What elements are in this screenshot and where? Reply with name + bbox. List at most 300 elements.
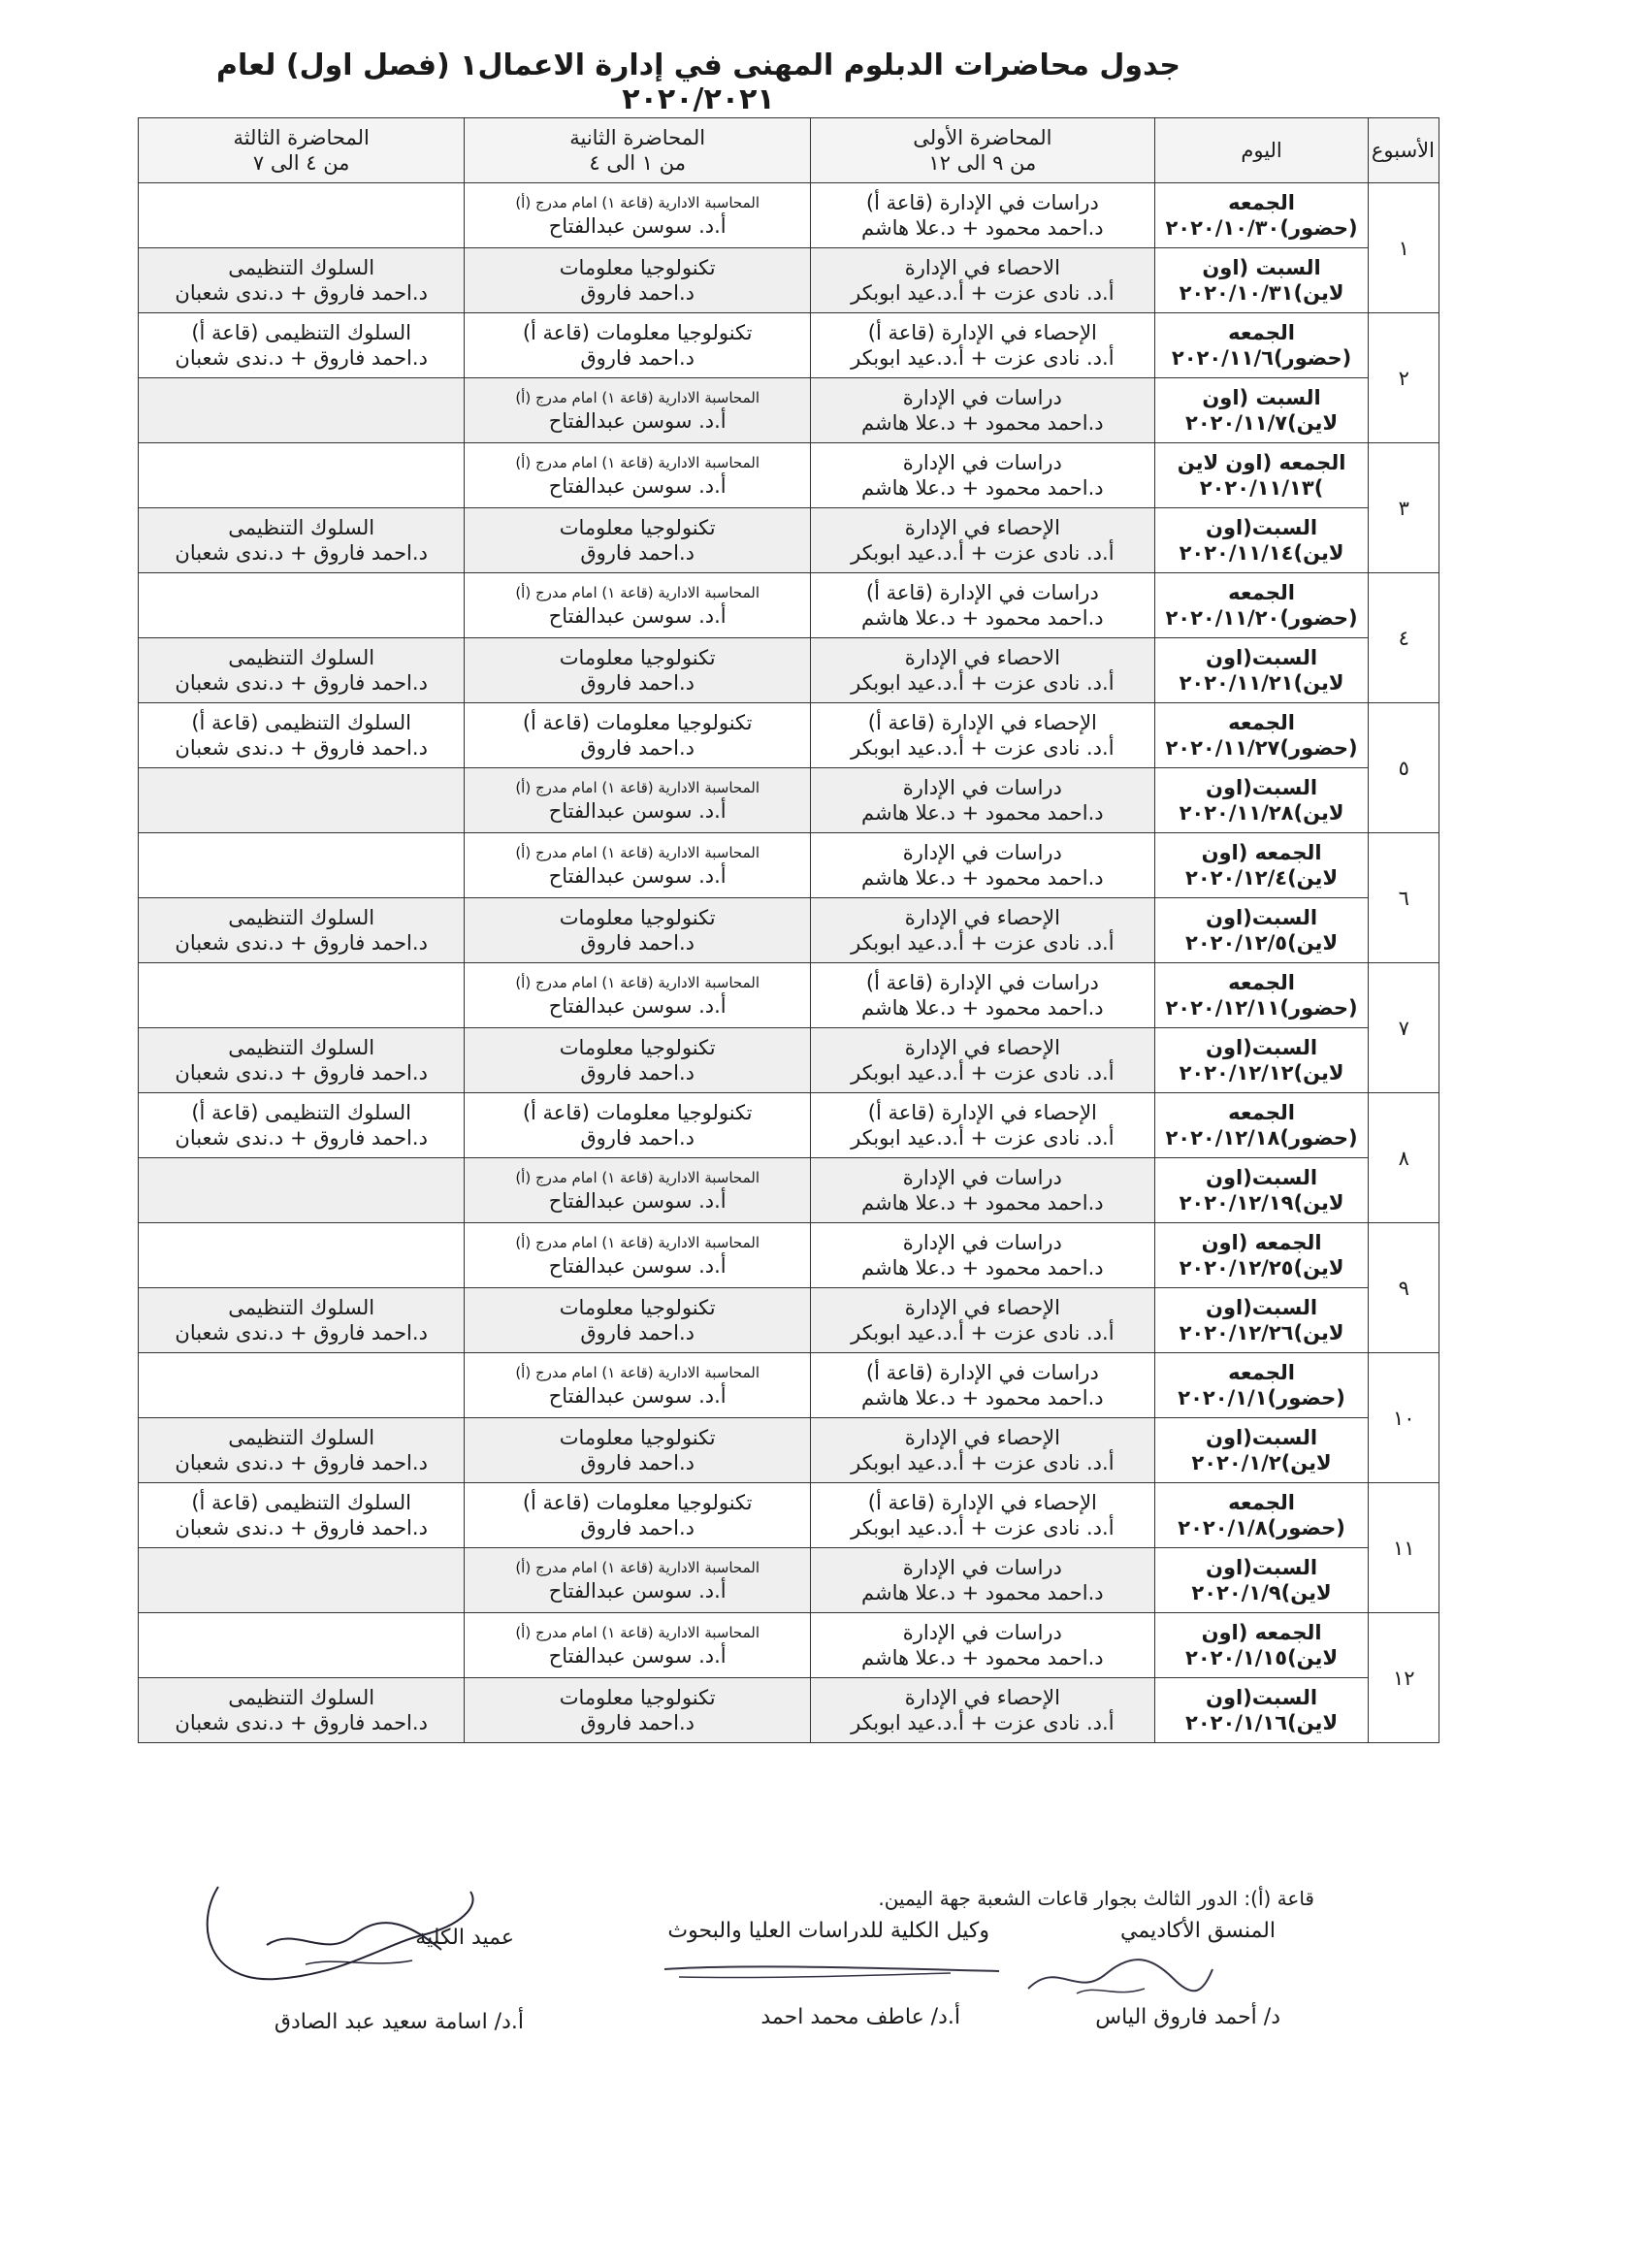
day-label: السبت (اون لاين) [1202, 386, 1339, 435]
lecture-1-cell [811, 1483, 1155, 1548]
lecture-1-subject: الإحصاء في الإدارة [904, 1686, 1060, 1709]
table-row [139, 313, 1439, 378]
table-row [139, 573, 1439, 638]
day-date: ٢٠٢٠/١١/٢٠ [1165, 606, 1280, 630]
lecture-3-cell [139, 1353, 465, 1418]
table-row [139, 833, 1439, 898]
lecture-2-instructor: أ.د. سوسن عبدالفتاح [548, 1189, 727, 1213]
lecture-2-subject: المحاسبة الادارية (قاعة ١) امام مدرج (أ) [515, 1364, 760, 1381]
lecture-2-cell [465, 1288, 811, 1353]
lecture-2-subject: تكنولوجيا معلومات [559, 1426, 716, 1449]
lecture-1-instructor: أ.د. نادى عزت + أ.د.عيد ابوبكر [851, 1126, 1115, 1150]
header-lecture-2 [465, 118, 811, 183]
day-date: ٢٠٢٠/١٢/٢٥ [1179, 1256, 1294, 1280]
lecture-1-subject: الإحصاء في الإدارة [904, 906, 1060, 929]
day-cell [1154, 313, 1369, 378]
header-lecture-2-time: من ١ الى ٤ [589, 151, 686, 175]
lecture-1-instructor: أ.د. نادى عزت + أ.د.عيد ابوبكر [851, 671, 1115, 695]
lecture-1-cell [811, 1418, 1155, 1483]
lecture-3-cell [139, 508, 465, 573]
lecture-1-cell [811, 1548, 1155, 1613]
dean-title: عميد الكلية [415, 1926, 514, 1950]
table-row [139, 898, 1439, 963]
lecture-3-instructor: د.احمد فاروق + د.ندى شعبان [175, 931, 428, 955]
vice-dean-title: وكيل الكلية للدراسات العليا والبحوث [667, 1919, 989, 1943]
table-row [139, 1353, 1439, 1418]
lecture-2-cell [465, 1483, 811, 1548]
lecture-2-cell [465, 1223, 811, 1288]
day-label: الجمعه (اون لاين) [1201, 1621, 1339, 1669]
day-date: ٢٠٢٠/١٢/٥ [1185, 931, 1288, 955]
lecture-1-subject: دراسات في الإدارة [902, 1231, 1062, 1254]
lecture-1-instructor: أ.د. نادى عزت + أ.د.عيد ابوبكر [851, 1516, 1115, 1539]
lecture-3-cell [139, 183, 465, 248]
lecture-1-cell [811, 768, 1155, 833]
lecture-1-cell [811, 963, 1155, 1028]
page-title: جدول محاضرات الدبلوم المهنى في إدارة الاعمال١ (فصل اول) لعام ٢٠٢٠/٢٠٢١ [215, 49, 1180, 116]
lecture-1-subject: دراسات في الإدارة (قاعة أ) [865, 971, 1099, 994]
day-label: السبت(اون لاين) [1206, 646, 1344, 695]
lecture-3-instructor: د.احمد فاروق + د.ندى شعبان [175, 736, 428, 760]
table-row [139, 638, 1439, 703]
day-date: ٢٠٢٠/١/٩ [1191, 1581, 1281, 1604]
lecture-3-subject: السلوك التنظيمى (قاعة أ) [191, 711, 411, 734]
lecture-1-instructor: أ.د. نادى عزت + أ.د.عيد ابوبكر [851, 1061, 1115, 1085]
lecture-3-cell [139, 248, 465, 313]
lecture-1-subject: دراسات في الإدارة (قاعة أ) [865, 191, 1099, 214]
day-cell [1154, 638, 1369, 703]
lecture-1-cell [811, 1678, 1155, 1743]
table-row [139, 508, 1439, 573]
lecture-3-instructor: د.احمد فاروق + د.ندى شعبان [175, 1451, 428, 1474]
week-number: ٢ [1369, 313, 1439, 443]
lecture-1-instructor: د.احمد محمود + د.علا هاشم [861, 1646, 1104, 1669]
lecture-3-subject: السلوك التنظيمى [228, 256, 375, 279]
lecture-3-instructor: د.احمد فاروق + د.ندى شعبان [175, 541, 428, 565]
lecture-3-cell [139, 1418, 465, 1483]
lecture-2-cell [465, 183, 811, 248]
table-row [139, 378, 1439, 443]
day-date: ٢٠٢٠/١٠/٣١ [1179, 281, 1294, 305]
lecture-1-subject: الإحصاء في الإدارة [904, 1296, 1060, 1319]
room-note: قاعة (أ): الدور الثالث بجوار قاعات الشعبة جهة اليمين. [878, 1887, 1314, 1910]
day-label: السبت(اون لاين) [1206, 1166, 1344, 1215]
day-cell [1154, 1288, 1369, 1353]
lecture-3-cell [139, 1483, 465, 1548]
lecture-2-subject: تكنولوجيا معلومات [559, 516, 716, 539]
lecture-2-cell [465, 1613, 811, 1678]
day-cell [1154, 1028, 1369, 1093]
day-date: ٢٠٢٠/١١/٢٨ [1179, 801, 1294, 825]
dean-signature-icon [189, 1867, 490, 2003]
day-date: ٢٠٢٠/١/٢ [1191, 1451, 1281, 1474]
week-number: ٦ [1369, 833, 1439, 963]
day-cell [1154, 703, 1369, 768]
lecture-3-cell [139, 1548, 465, 1613]
lecture-1-instructor: أ.د. نادى عزت + أ.د.عيد ابوبكر [851, 346, 1115, 370]
vice-dean-signature-icon [660, 1950, 1009, 1989]
lecture-2-instructor: أ.د. سوسن عبدالفتاح [548, 1254, 727, 1278]
lecture-1-subject: الإحصاء في الإدارة (قاعة أ) [867, 1101, 1097, 1124]
lecture-1-instructor: د.احمد محمود + د.علا هاشم [861, 216, 1104, 240]
lecture-2-instructor: أ.د. سوسن عبدالفتاح [548, 799, 727, 823]
lecture-1-cell [811, 638, 1155, 703]
header-lecture-1 [811, 118, 1155, 183]
week-number: ١٢ [1369, 1613, 1439, 1743]
day-date: ٢٠٢٠/١١/٧ [1185, 411, 1288, 435]
day-date: ٢٠٢٠/١١/٢١ [1179, 671, 1294, 695]
lecture-2-cell [465, 573, 811, 638]
lecture-2-cell [465, 443, 811, 508]
lecture-2-subject: المحاسبة الادارية (قاعة ١) امام مدرج (أ) [515, 194, 760, 211]
lecture-1-instructor: أ.د. نادى عزت + أ.د.عيد ابوبكر [851, 281, 1115, 305]
lecture-3-cell [139, 963, 465, 1028]
day-date: ٢٠٢٠/١٢/٤ [1185, 866, 1288, 890]
lecture-3-cell [139, 703, 465, 768]
lecture-2-instructor: أ.د. سوسن عبدالفتاح [548, 604, 727, 628]
lecture-1-instructor: د.احمد محمود + د.علا هاشم [861, 1581, 1104, 1604]
day-cell [1154, 183, 1369, 248]
day-date: ٢٠٢٠/١٢/١١ [1165, 996, 1280, 1020]
lecture-3-cell [139, 768, 465, 833]
lecture-3-subject: السلوك التنظيمى [228, 516, 375, 539]
table-row [139, 1158, 1439, 1223]
day-date: ٢٠٢٠/١١/١٣ [1199, 476, 1314, 500]
lecture-2-instructor: أ.د. سوسن عبدالفتاح [548, 864, 727, 888]
lecture-1-instructor: أ.د. نادى عزت + أ.د.عيد ابوبكر [851, 931, 1115, 955]
lecture-3-cell [139, 378, 465, 443]
lecture-3-cell [139, 313, 465, 378]
lecture-1-cell [811, 1353, 1155, 1418]
lecture-1-subject: الإحصاء في الإدارة (قاعة أ) [867, 1491, 1097, 1514]
lecture-2-cell [465, 508, 811, 573]
lecture-2-instructor: د.احمد فاروق [580, 1061, 695, 1085]
day-cell [1154, 898, 1369, 963]
table-row [139, 1028, 1439, 1093]
lecture-2-cell [465, 1353, 811, 1418]
lecture-1-subject: دراسات في الإدارة [902, 1621, 1062, 1644]
day-cell [1154, 378, 1369, 443]
lecture-2-cell [465, 378, 811, 443]
lecture-3-cell [139, 573, 465, 638]
lecture-2-subject: المحاسبة الادارية (قاعة ١) امام مدرج (أ) [515, 844, 760, 861]
lecture-2-cell [465, 768, 811, 833]
day-date: ٢٠٢٠/١/٨ [1178, 1516, 1268, 1539]
lecture-1-instructor: د.احمد محمود + د.علا هاشم [861, 411, 1104, 435]
lecture-2-cell [465, 1158, 811, 1223]
lecture-2-subject: المحاسبة الادارية (قاعة ١) امام مدرج (أ) [515, 389, 760, 406]
table-row [139, 1483, 1439, 1548]
lecture-3-instructor: د.احمد فاروق + د.ندى شعبان [175, 346, 428, 370]
lecture-2-instructor: د.احمد فاروق [580, 281, 695, 305]
lecture-2-instructor: د.احمد فاروق [580, 1711, 695, 1734]
lecture-3-cell [139, 833, 465, 898]
lecture-2-instructor: أ.د. سوسن عبدالفتاح [548, 409, 727, 433]
day-label: الجمعه (اون لاين) [1201, 1231, 1344, 1280]
day-label: السبت(اون لاين) [1206, 1686, 1339, 1734]
day-cell [1154, 1223, 1369, 1288]
header-lecture-3-label: المحاضرة الثالثة [233, 126, 370, 149]
lecture-2-instructor: د.احمد فاروق [580, 671, 695, 695]
day-cell [1154, 573, 1369, 638]
day-cell [1154, 963, 1369, 1028]
lecture-2-instructor: أ.د. سوسن عبدالفتاح [548, 1579, 727, 1603]
week-number: ١١ [1369, 1483, 1439, 1613]
lecture-1-subject: دراسات في الإدارة [902, 1166, 1062, 1189]
lecture-1-cell [811, 573, 1155, 638]
header-lecture-1-time: من ٩ الى ١٢ [928, 151, 1037, 175]
lecture-1-subject: دراسات في الإدارة (قاعة أ) [865, 581, 1099, 604]
lecture-2-instructor: د.احمد فاروق [580, 346, 695, 370]
lecture-2-subject: تكنولوجيا معلومات (قاعة أ) [522, 1491, 753, 1514]
table-row [139, 1548, 1439, 1613]
day-date: ٢٠٢٠/١١/٢٧ [1165, 736, 1280, 760]
header-lecture-1-label: المحاضرة الأولى [913, 126, 1052, 149]
day-label: السبت (اون لاين) [1202, 256, 1344, 305]
day-cell [1154, 768, 1369, 833]
lecture-1-subject: الإحصاء في الإدارة [904, 516, 1060, 539]
week-number: ٩ [1369, 1223, 1439, 1353]
table-row [139, 963, 1439, 1028]
lecture-2-instructor: د.احمد فاروق [580, 1516, 695, 1539]
lecture-1-instructor: أ.د. نادى عزت + أ.د.عيد ابوبكر [851, 541, 1115, 565]
day-label: الجمعه (حضور) [1228, 191, 1358, 240]
lecture-2-subject: المحاسبة الادارية (قاعة ١) امام مدرج (أ) [515, 454, 760, 471]
lecture-1-subject: دراسات في الإدارة [902, 776, 1062, 799]
lecture-2-instructor: د.احمد فاروق [580, 541, 695, 565]
lecture-3-cell [139, 1223, 465, 1288]
day-cell [1154, 1353, 1369, 1418]
header-week: الأسبوع [1369, 118, 1439, 183]
lecture-1-cell [811, 508, 1155, 573]
lecture-2-cell [465, 703, 811, 768]
header-lecture-2-label: المحاضرة الثانية [569, 126, 706, 149]
week-number: ٧ [1369, 963, 1439, 1093]
lecture-3-cell [139, 1158, 465, 1223]
day-label: الجمعه (حضور) [1228, 1361, 1345, 1409]
lecture-3-subject: السلوك التنظيمى [228, 1686, 375, 1709]
lecture-2-instructor: د.احمد فاروق [580, 1126, 695, 1150]
lecture-1-instructor: أ.د. نادى عزت + أ.د.عيد ابوبكر [851, 736, 1115, 760]
week-number: ١ [1369, 183, 1439, 313]
day-date: ٢٠٢٠/١٢/٢٦ [1179, 1321, 1294, 1345]
lecture-1-cell [811, 1028, 1155, 1093]
lecture-3-instructor: د.احمد فاروق + د.ندى شعبان [175, 1061, 428, 1085]
table-row [139, 183, 1439, 248]
day-label: السبت(اون لاين) [1206, 1556, 1332, 1604]
lecture-3-cell [139, 898, 465, 963]
lecture-2-subject: تكنولوجيا معلومات [559, 256, 716, 279]
lecture-2-instructor: أ.د. سوسن عبدالفتاح [548, 1644, 727, 1668]
vice-dean-name: أ.د/ عاطف محمد احمد [760, 2005, 960, 2029]
day-cell [1154, 1613, 1369, 1678]
coordinator-title: المنسق الأكاديمي [1120, 1919, 1276, 1943]
lecture-1-subject: دراسات في الإدارة [902, 1556, 1062, 1579]
lecture-2-subject: تكنولوجيا معلومات [559, 1296, 716, 1319]
day-label: الجمعه (حضور) [1228, 971, 1358, 1020]
day-label: الجمعه (حضور) [1228, 321, 1352, 370]
lecture-2-subject: تكنولوجيا معلومات [559, 906, 716, 929]
day-cell [1154, 1418, 1369, 1483]
schedule-table [138, 117, 1439, 1743]
table-row [139, 768, 1439, 833]
table-row [139, 443, 1439, 508]
lecture-2-subject: المحاسبة الادارية (قاعة ١) امام مدرج (أ) [515, 1559, 760, 1576]
lecture-2-instructor: د.احمد فاروق [580, 931, 695, 955]
lecture-3-instructor: د.احمد فاروق + د.ندى شعبان [175, 1711, 428, 1734]
lecture-1-cell [811, 313, 1155, 378]
lecture-2-subject: تكنولوجيا معلومات (قاعة أ) [522, 321, 753, 344]
lecture-2-cell [465, 638, 811, 703]
lecture-1-cell [811, 183, 1155, 248]
lecture-1-instructor: د.احمد محمود + د.علا هاشم [861, 801, 1104, 825]
day-cell [1154, 833, 1369, 898]
day-label: الجمعه (حضور) [1228, 1101, 1358, 1150]
table-row [139, 1223, 1439, 1288]
day-date: ٢٠٢٠/١٠/٣٠ [1165, 216, 1280, 240]
week-number: ٨ [1369, 1093, 1439, 1223]
lecture-2-subject: تكنولوجيا معلومات [559, 1686, 716, 1709]
lecture-2-instructor: أ.د. سوسن عبدالفتاح [548, 474, 727, 498]
lecture-2-cell [465, 1028, 811, 1093]
lecture-1-subject: دراسات في الإدارة (قاعة أ) [865, 1361, 1099, 1384]
table-row [139, 1418, 1439, 1483]
lecture-3-subject: السلوك التنظيمى (قاعة أ) [191, 321, 411, 344]
lecture-3-instructor: د.احمد فاروق + د.ندى شعبان [175, 1126, 428, 1150]
lecture-2-cell [465, 833, 811, 898]
lecture-3-cell [139, 1678, 465, 1743]
lecture-2-cell [465, 1678, 811, 1743]
lecture-1-cell [811, 378, 1155, 443]
week-number: ١٠ [1369, 1353, 1439, 1483]
lecture-1-subject: الاحصاء في الإدارة [904, 256, 1060, 279]
lecture-2-instructor: د.احمد فاروق [580, 1451, 695, 1474]
lecture-1-instructor: د.احمد محمود + د.علا هاشم [861, 866, 1104, 890]
table-row [139, 248, 1439, 313]
lecture-1-cell [811, 248, 1155, 313]
lecture-3-cell [139, 1093, 465, 1158]
lecture-1-instructor: د.احمد محمود + د.علا هاشم [861, 1256, 1104, 1280]
lecture-3-cell [139, 443, 465, 508]
lecture-3-cell [139, 1028, 465, 1093]
day-label: الجمعه (حضور) [1228, 1491, 1345, 1539]
lecture-2-cell [465, 898, 811, 963]
lecture-1-cell [811, 703, 1155, 768]
lecture-1-cell [811, 1223, 1155, 1288]
lecture-2-subject: تكنولوجيا معلومات (قاعة أ) [522, 1101, 753, 1124]
day-date: ٢٠٢٠/١١/٦ [1171, 346, 1274, 370]
lecture-3-subject: السلوك التنظيمى (قاعة أ) [191, 1101, 411, 1124]
table-row [139, 1613, 1439, 1678]
day-date: ٢٠٢٠/١١/١٤ [1179, 541, 1294, 565]
lecture-2-subject: المحاسبة الادارية (قاعة ١) امام مدرج (أ) [515, 1169, 760, 1186]
lecture-2-subject: المحاسبة الادارية (قاعة ١) امام مدرج (أ) [515, 584, 760, 601]
lecture-2-cell [465, 248, 811, 313]
lecture-2-cell [465, 313, 811, 378]
day-label: الجمعه (اون لاين) [1201, 841, 1339, 890]
lecture-1-instructor: أ.د. نادى عزت + أ.د.عيد ابوبكر [851, 1451, 1115, 1474]
lecture-1-subject: دراسات في الإدارة [902, 451, 1062, 474]
day-label: الجمعه (حضور) [1228, 711, 1358, 760]
lecture-2-subject: المحاسبة الادارية (قاعة ١) امام مدرج (أ) [515, 974, 760, 991]
day-date: ٢٠٢٠/١/١٥ [1185, 1646, 1288, 1669]
lecture-1-cell [811, 1288, 1155, 1353]
schedule-body [139, 183, 1439, 1743]
table-row [139, 1093, 1439, 1158]
lecture-2-instructor: أ.د. سوسن عبدالفتاح [548, 994, 727, 1018]
lecture-3-cell [139, 1288, 465, 1353]
lecture-2-instructor: أ.د. سوسن عبدالفتاح [548, 1384, 727, 1408]
day-label: السبت(اون لاين) [1206, 906, 1339, 955]
day-date: ٢٠٢٠/١٢/١٨ [1165, 1126, 1280, 1150]
coordinator-signature-icon [1018, 1940, 1222, 2008]
lecture-2-subject: المحاسبة الادارية (قاعة ١) امام مدرج (أ) [515, 1234, 760, 1251]
lecture-3-cell [139, 1613, 465, 1678]
header-lecture-3-time: من ٤ الى ٧ [252, 151, 350, 175]
coordinator-name: د/ أحمد فاروق الياس [1095, 2005, 1280, 2029]
lecture-1-cell [811, 1613, 1155, 1678]
lecture-3-subject: السلوك التنظيمى [228, 1036, 375, 1059]
lecture-1-subject: الاحصاء في الإدارة [904, 646, 1060, 669]
lecture-1-instructor: د.احمد محمود + د.علا هاشم [861, 606, 1104, 630]
day-label: الجمعه (اون لاين ) [1177, 451, 1346, 500]
lecture-2-cell [465, 963, 811, 1028]
lecture-2-subject: المحاسبة الادارية (قاعة ١) امام مدرج (أ) [515, 779, 760, 796]
lecture-3-subject: السلوك التنظيمى [228, 646, 375, 669]
lecture-3-subject: السلوك التنظيمى (قاعة أ) [191, 1491, 411, 1514]
lecture-1-subject: دراسات في الإدارة [902, 386, 1062, 409]
lecture-1-subject: الإحصاء في الإدارة (قاعة أ) [867, 711, 1097, 734]
lecture-1-instructor: د.احمد محمود + د.علا هاشم [861, 476, 1104, 500]
lecture-1-subject: دراسات في الإدارة [902, 841, 1062, 864]
day-cell [1154, 248, 1369, 313]
day-label: الجمعه (حضور) [1228, 581, 1358, 630]
day-cell [1154, 508, 1369, 573]
lecture-3-subject: السلوك التنظيمى [228, 906, 375, 929]
day-cell [1154, 1548, 1369, 1613]
lecture-1-cell [811, 833, 1155, 898]
header-lecture-3 [139, 118, 465, 183]
lecture-2-instructor: د.احمد فاروق [580, 1321, 695, 1345]
lecture-1-cell [811, 1093, 1155, 1158]
lecture-3-instructor: د.احمد فاروق + د.ندى شعبان [175, 671, 428, 695]
lecture-2-subject: تكنولوجيا معلومات [559, 646, 716, 669]
week-number: ٥ [1369, 703, 1439, 833]
week-number: ٣ [1369, 443, 1439, 573]
day-label: السبت(اون لاين) [1206, 1426, 1332, 1474]
lecture-1-cell [811, 898, 1155, 963]
day-cell [1154, 1158, 1369, 1223]
day-date: ٢٠٢٠/١/١ [1178, 1386, 1268, 1409]
lecture-1-instructor: د.احمد محمود + د.علا هاشم [861, 1386, 1104, 1409]
day-date: ٢٠٢٠/١٢/١٢ [1179, 1061, 1294, 1085]
lecture-1-instructor: أ.د. نادى عزت + أ.د.عيد ابوبكر [851, 1711, 1115, 1734]
lecture-2-subject: تكنولوجيا معلومات (قاعة أ) [522, 711, 753, 734]
lecture-1-instructor: د.احمد محمود + د.علا هاشم [861, 1191, 1104, 1215]
lecture-3-instructor: د.احمد فاروق + د.ندى شعبان [175, 1516, 428, 1539]
lecture-3-instructor: د.احمد فاروق + د.ندى شعبان [175, 281, 428, 305]
lecture-2-cell [465, 1418, 811, 1483]
table-row [139, 703, 1439, 768]
lecture-3-subject: السلوك التنظيمى [228, 1426, 375, 1449]
lecture-2-cell [465, 1093, 811, 1158]
day-cell [1154, 1678, 1369, 1743]
week-number: ٤ [1369, 573, 1439, 703]
day-cell [1154, 443, 1369, 508]
day-label: السبت(اون لاين) [1206, 1036, 1344, 1085]
day-label: السبت(اون لاين) [1206, 516, 1344, 565]
lecture-3-cell [139, 638, 465, 703]
